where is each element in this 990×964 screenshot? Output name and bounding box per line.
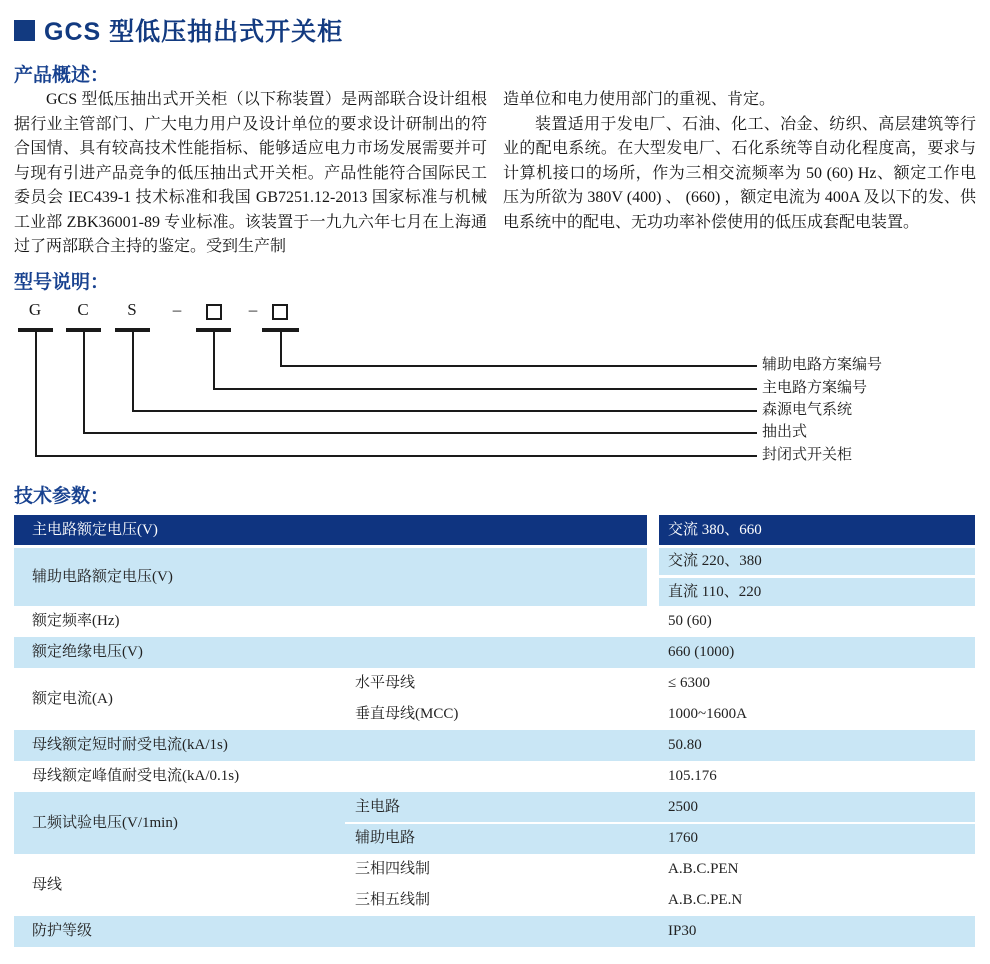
- diagram-label-senyuan-system: 森源电气系统: [762, 402, 853, 418]
- row-label: 额定频率(Hz): [32, 613, 120, 629]
- overview-right-column: [503, 88, 976, 260]
- connector-line: [35, 332, 757, 457]
- subrow-name: 水平母线: [355, 675, 416, 691]
- overview-paragraph: GCS 型低压抽出式开关柜（以下称装置）是两部联合设计组根据行业主管部门、广大电力用户及设计单位的要求设计研制出的符合国情、具有较高技术性能指标、能够适应电力市场发展需要并可与现有引进产品竞争的低压抽出式开关柜。产品性能符合国际民工委员会 IEC439-1 技术标准和我国 GB7251.12-2013 国家标准与机械工业部 ZBK36001-89 专业标准。该装置于一九九六年七月在上海通过了两部联合主持的鉴定。受到生产制: [14, 91, 487, 255]
- section-heading-specs: 技术参数：: [14, 486, 110, 507]
- table-row-power-freq-test-voltage: [14, 792, 975, 854]
- row-label: 母线额定峰值耐受电流(kA/0.1s): [32, 768, 240, 784]
- subrow-value: A.B.C.PEN: [668, 861, 739, 877]
- row-label: 额定绝缘电压(V): [32, 644, 143, 660]
- table-row-protection-degree: [14, 916, 975, 947]
- table-row-insulation-voltage: [14, 637, 975, 668]
- subrow-value: ≤ 6300: [668, 675, 710, 691]
- diagram-label-aux-circuit-no: 辅助电路方案编号: [762, 357, 883, 373]
- diagram-label-enclosed-switchgear: 封闭式开关柜: [762, 447, 853, 463]
- table-row-main-voltage: [14, 515, 975, 545]
- row-label: 额定电流(A): [32, 691, 113, 707]
- model-designation-diagram: [0, 298, 990, 478]
- column-gap: [647, 548, 659, 606]
- section-heading-model: 型号说明：: [14, 272, 110, 293]
- subrow-value: A.B.C.PE.N: [668, 892, 743, 908]
- table-row-aux-voltage: [14, 548, 975, 606]
- row-value: 105.176: [668, 768, 717, 784]
- subrow-value: 2500: [668, 799, 698, 815]
- placeholder-box-icon: [272, 304, 288, 320]
- model-letter-s: S: [127, 300, 137, 319]
- row-label: 防护等级: [32, 923, 93, 939]
- row-value: IP30: [668, 923, 697, 939]
- subrow-value: 1760: [668, 830, 698, 846]
- subrow-name: 辅助电路: [355, 830, 416, 846]
- table-row-peak-current: [14, 761, 975, 792]
- title-row: [14, 12, 343, 48]
- subrow-name: 主电路: [355, 799, 401, 815]
- specs-table: [14, 515, 975, 947]
- page-title: GCS 型低压抽出式开关柜: [44, 18, 344, 46]
- row-label: 母线额定短时耐受电流(kA/1s): [32, 737, 228, 753]
- placeholder-box-icon: [206, 304, 222, 320]
- model-letter-g: G: [28, 300, 42, 319]
- model-letter-c: C: [77, 300, 89, 319]
- row-value: 交流 220、380: [668, 553, 762, 569]
- row-value: 50 (60): [668, 613, 712, 629]
- row-label: 母线: [32, 877, 63, 893]
- subrow-name: 三相四线制: [355, 861, 431, 877]
- section-heading-overview: 产品概述：: [14, 65, 110, 86]
- row-value: 直流 110、220: [668, 584, 762, 600]
- title-bullet-square-icon: [14, 20, 35, 41]
- model-dash: –: [172, 300, 182, 319]
- row-value: 交流 380、660: [668, 522, 762, 538]
- subrow-name: 三相五线制: [355, 892, 431, 908]
- overview-columns: [14, 88, 976, 260]
- table-row-short-time-current: [14, 730, 975, 761]
- diagram-label-withdrawable: 抽出式: [762, 424, 808, 440]
- overview-paragraph: 造单位和电力使用部门的重视、肯定。: [503, 91, 776, 108]
- table-row-rated-current: [14, 668, 975, 730]
- row-label: 辅助电路额定电压(V): [32, 569, 173, 585]
- diagram-label-main-circuit-no: 主电路方案编号: [762, 380, 868, 396]
- subrow-name: 垂直母线(MCC): [355, 706, 459, 722]
- row-value: 50.80: [668, 737, 702, 753]
- table-row-rated-frequency: [14, 606, 975, 637]
- row-label: 主电路额定电压(V): [32, 522, 158, 538]
- table-row-busbar: [14, 854, 975, 916]
- overview-paragraph: 装置适用于发电厂、石油、化工、冶金、纺织、高层建筑等行业的配电系统。在大型发电厂、石化系统等自动化程度高，要求与计算机接口的场所，作为三相交流频率为 50 (60) Hz、额定工作电压为所欲为 380V (400) 、 (660) ，额定电流为 400A 及以下的发、供电系统中的配电、无功功率补偿使用的低压成套配电装置。: [503, 115, 976, 231]
- subrow-divider: [345, 822, 975, 824]
- row-value: 660 (1000): [668, 644, 735, 660]
- subrow-value: 1000~1600A: [668, 706, 747, 722]
- model-dash: –: [248, 300, 258, 319]
- overview-left-column: [14, 88, 487, 260]
- row-label: 工频试验电压(V/1min): [32, 815, 178, 831]
